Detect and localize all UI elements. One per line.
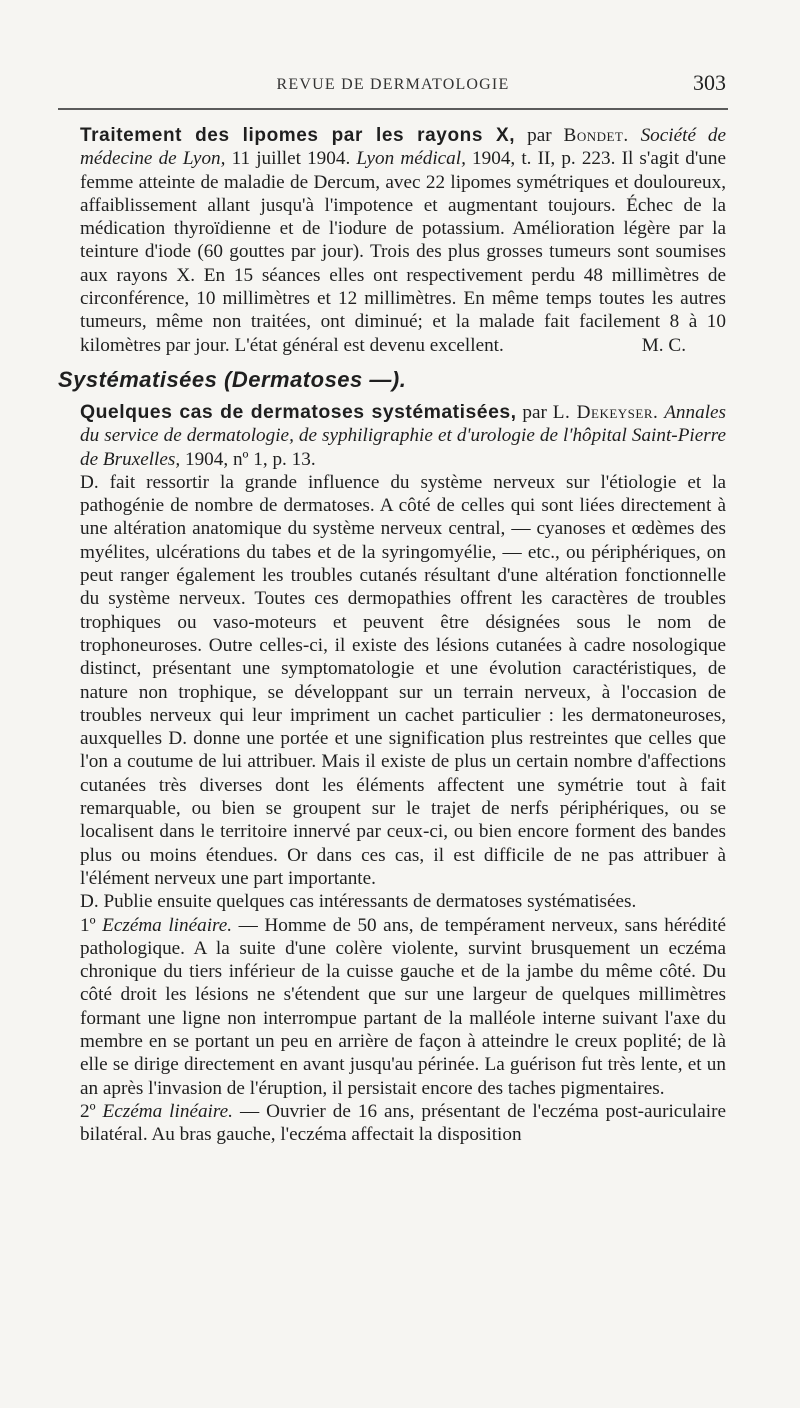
body-paragraph: D. Publie ensuite quelques cas intéressants de dermatoses systématisées. (80, 891, 637, 913)
case-number: 1º (80, 914, 96, 936)
case-title: Eczéma linéaire. (102, 914, 233, 936)
by-word: par (527, 125, 552, 146)
article-citation: 1904, t. II, p. 223. (472, 148, 616, 170)
case-body: — Homme de 50 ans, de tempérament nerveux, sans hérédité pathologique. A la suite d'une colère violente, survint brusquement un eczéma chronique du tiers inférieur de la cuisse gauche et de la jambe du même côté. Du côté droit les lésions ne s'étendent que sur une largeur de quelques millimètres formant une ligne non interrompue partant de la malléole interne suivant l'axe du membre en se portant un peu en arrière de façon à atteindre le creux poplité; de là elle se dirige directement en avant jusqu'au périnée. La guérison fut très lente, et un an après l'invasion de l'éruption, il persistait encore des taches pigmentaires. (80, 914, 727, 1099)
case-title: Eczéma linéaire. (102, 1100, 233, 1122)
article-signature: M. C. (641, 334, 686, 356)
header-rule (58, 108, 728, 110)
article-dermatoses (80, 401, 726, 471)
article-journal: Lyon médical, (356, 148, 466, 170)
case-paragraph (80, 1100, 726, 1147)
section-heading: Systématisées (Dermatoses —). (58, 366, 407, 392)
article-lipomes (80, 124, 726, 357)
article-source: Annales du service de dermatologie, de syphiligraphie et d'urologie de l'hôpital Saint-Pierre de Bruxelles, (80, 401, 727, 470)
by-word: par (522, 401, 547, 423)
case-number: 2º (80, 1100, 96, 1122)
article-date: 11 juillet 1904. (231, 148, 351, 170)
article-author: Bondet. (563, 125, 629, 146)
page-number: 303 (693, 70, 726, 95)
case-paragraph (80, 914, 726, 1100)
case-body: — Ouvrier de 16 ans, présentant de l'eczéma post-auriculaire bilatéral. Au bras gauche, l'eczéma affectait la disposition (80, 1100, 726, 1146)
article-title: Quelques cas de dermatoses systématisées, (80, 400, 517, 423)
article-source: Société de médecine de Lyon, (80, 125, 726, 170)
article-title: Traitement des lipomes par les rayons X, (80, 125, 516, 146)
article-author: L. Dekeyser. (552, 401, 659, 423)
page-content (58, 124, 727, 1146)
article-citation: 1904, nº 1, p. 13. (184, 448, 316, 470)
page-header (58, 70, 728, 104)
article-body: Il s'agit d'une femme atteinte de maladie de Dercum, avec 22 lipomes symétriques et douloureux, affaiblissement allant jusqu'à l'impotence et augmentant toujours. Échec de la médication thyroïdienne et de l'iodure de potassium. Amélioration légère par la teinture d'iode (60 gouttes par jour). Trois des plus grosses tumeurs sont soumises aux rayons X. En 15 séances elles ont respectivement perdu 48 millimètres de circonférence, 10 millimètres et 12 millimètres. En même temps toutes les autres tumeurs, même non traitées, ont diminué; et la malade fait facilement 8 à 10 kilomètres par jour. L'état général est devenu excellent. (80, 148, 727, 356)
running-title: REVUE DE DERMATOLOGIE (276, 76, 510, 93)
body-paragraph: D. fait ressortir la grande influence du système nerveux sur l'étiologie et la pathogénie de nombre de dermatoses. A côté de celles qui sont liées directement à une altération anatomique du système nerveux central, — cyanoses et œdèmes des myélites, ulcérations du tabes et de la syringomyélie, — etc., ou périphériques, on peut ranger également les troubles cutanés résultant d'une altération fonctionnelle du système nerveux. Toutes ces dermopathies offrent les caractères de troubles trophiques ou vaso-moteurs et peuvent être désignées sous le nom de trophoneuroses. Outre celles-ci, il existe des lésions cutanées à cadre nosologique distinct, présentant une symptomatologie et une évolution caractéristiques, de nature non trophique, se développant sur un terrain nerveux, à l'occasion de troubles nerveux qui leur impriment un cachet particulier : les dermatoneuroses, auxquelles D. donne une portée et une signification plus restreintes que celles que l'on a coutume de lui attribuer. Mais il existe de plus un certain nombre d'affections cutanées très diverses dont les éléments affectent une symétrie tout à fait remarquable, ou bien se groupent sur le trajet de nerfs périphériques, ou se localisent dans le territoire innervé par ceux-ci, ou bien encore forment des bandes plus ou moins étendues. Or dans ces cas, il est difficile de ne pas attribuer à l'élément nerveux une part importante. (80, 471, 726, 889)
